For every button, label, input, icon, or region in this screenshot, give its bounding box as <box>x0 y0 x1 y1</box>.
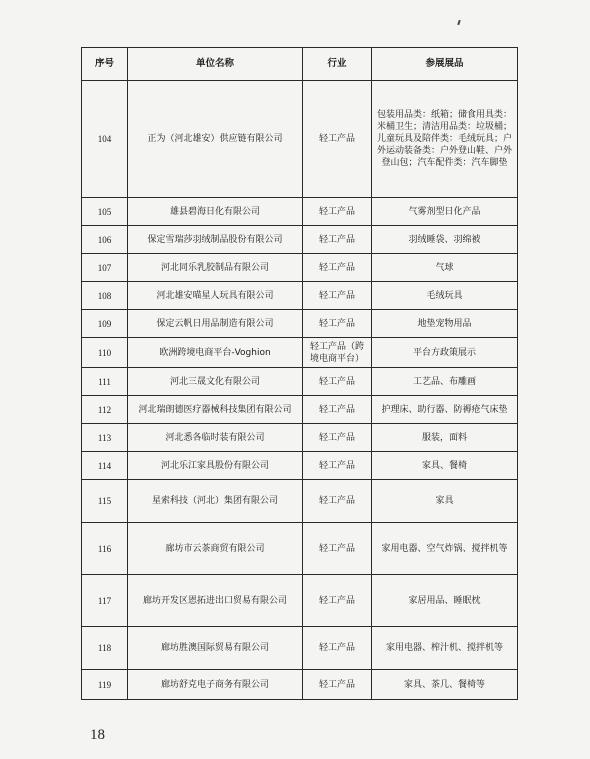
table-row <box>82 368 518 396</box>
cell-products: 地垫宠物用品 <box>372 310 518 338</box>
table-row <box>82 424 518 452</box>
cell-no: 109 <box>82 310 128 338</box>
table-row <box>82 310 518 338</box>
table-row <box>82 338 518 368</box>
page-number: 18 <box>90 727 105 743</box>
cell-no: 113 <box>82 424 128 452</box>
cell-no: 104 <box>82 81 128 198</box>
cell-products: 毛绒玩具 <box>372 282 518 310</box>
cell-industry: 轻工产品 <box>303 575 372 627</box>
table-row <box>82 575 518 627</box>
header-name: 单位名称 <box>128 48 303 81</box>
cell-name: 廊坊市云茶商贸有限公司 <box>128 523 303 575</box>
cell-no: 107 <box>82 254 128 282</box>
cell-no: 111 <box>82 368 128 396</box>
cell-industry: 轻工产品 <box>303 627 372 670</box>
cell-no: 112 <box>82 396 128 424</box>
table-row <box>82 254 518 282</box>
cell-products: 家具 <box>372 480 518 523</box>
cell-industry: 轻工产品 <box>303 310 372 338</box>
cell-name: 廊坊舒克电子商务有限公司 <box>128 670 303 700</box>
cell-no: 114 <box>82 452 128 480</box>
cell-products: 家用电器、榨汁机、搅拌机等 <box>372 627 518 670</box>
table-row <box>82 198 518 226</box>
cell-no: 119 <box>82 670 128 700</box>
cell-name: 保定雪瑞莎羽绒制品股份有限公司 <box>128 226 303 254</box>
cell-name: 河北同乐乳胶制品有限公司 <box>128 254 303 282</box>
cell-name: 雄县碧海日化有限公司 <box>128 198 303 226</box>
cell-industry: 轻工产品 <box>303 198 372 226</box>
table-row <box>82 396 518 424</box>
header-industry: 行业 <box>303 48 372 81</box>
cell-name: 河北悉各临时装有限公司 <box>128 424 303 452</box>
cell-products: 家居用品、睡眠枕 <box>372 575 518 627</box>
cell-industry: 轻工产品 <box>303 480 372 523</box>
cell-no: 108 <box>82 282 128 310</box>
cell-products: 工艺品、布雕画 <box>372 368 518 396</box>
cell-name: 河北雄安喵星人玩具有限公司 <box>128 282 303 310</box>
cell-name: 河北三晟文化有限公司 <box>128 368 303 396</box>
cell-products: 气雾剂型日化产品 <box>372 198 518 226</box>
cell-industry: 轻工产品（跨境电商平台） <box>303 338 372 368</box>
cell-products: 护理床、助行器、防褥疮气床垫 <box>372 396 518 424</box>
table-row <box>82 670 518 700</box>
cell-industry: 轻工产品 <box>303 368 372 396</box>
cell-name: 廊坊开发区恩拓进出口贸易有限公司 <box>128 575 303 627</box>
cell-products: 羽绒睡袋、羽绵被 <box>372 226 518 254</box>
cell-no: 106 <box>82 226 128 254</box>
table-header-row <box>82 48 518 81</box>
header-no: 序号 <box>82 48 128 81</box>
cell-industry: 轻工产品 <box>303 254 372 282</box>
cell-products: 服装，面料 <box>372 424 518 452</box>
scan-mark <box>457 20 460 25</box>
cell-products: 家具、茶几、餐椅等 <box>372 670 518 700</box>
cell-name: 欧洲跨境电商平台-Voghion <box>128 338 303 368</box>
cell-industry: 轻工产品 <box>303 424 372 452</box>
cell-industry: 轻工产品 <box>303 81 372 198</box>
cell-no: 118 <box>82 627 128 670</box>
table-row <box>82 452 518 480</box>
table-row <box>82 627 518 670</box>
cell-no: 116 <box>82 523 128 575</box>
cell-name: 保定云帆日用品制造有限公司 <box>128 310 303 338</box>
cell-industry: 轻工产品 <box>303 226 372 254</box>
cell-name: 星索科技（河北）集团有限公司 <box>128 480 303 523</box>
cell-name: 正为（河北雄安）供应链有限公司 <box>128 81 303 198</box>
cell-industry: 轻工产品 <box>303 452 372 480</box>
cell-products: 气球 <box>372 254 518 282</box>
cell-industry: 轻工产品 <box>303 670 372 700</box>
table-row <box>82 480 518 523</box>
cell-no: 115 <box>82 480 128 523</box>
cell-products: 包装用品类：纸箱；储食用具类：米桶卫生；清洁用品类：垃圾桶；儿童玩具及陪伴类：毛绒玩具；户外运动装备类：户外登山鞋、户外登山包；汽车配件类：汽车脚垫 <box>372 81 518 198</box>
cell-industry: 轻工产品 <box>303 282 372 310</box>
exhibitor-table <box>81 47 518 700</box>
cell-products: 家具、餐椅 <box>372 452 518 480</box>
header-products: 参展展品 <box>372 48 518 81</box>
cell-name: 河北瑞朗德医疗器械科技集团有限公司 <box>128 396 303 424</box>
cell-name: 河北乐江家具股份有限公司 <box>128 452 303 480</box>
cell-products: 家用电器、空气炸锅、搅拌机等 <box>372 523 518 575</box>
cell-products: 平台方政策展示 <box>372 338 518 368</box>
cell-industry: 轻工产品 <box>303 523 372 575</box>
table-row <box>82 226 518 254</box>
table-row <box>82 523 518 575</box>
table-body <box>82 81 518 700</box>
cell-no: 110 <box>82 338 128 368</box>
table-row <box>82 282 518 310</box>
cell-no: 117 <box>82 575 128 627</box>
cell-name: 廊坊胜澳国际贸易有限公司 <box>128 627 303 670</box>
cell-industry: 轻工产品 <box>303 396 372 424</box>
cell-no: 105 <box>82 198 128 226</box>
table-row <box>82 81 518 198</box>
